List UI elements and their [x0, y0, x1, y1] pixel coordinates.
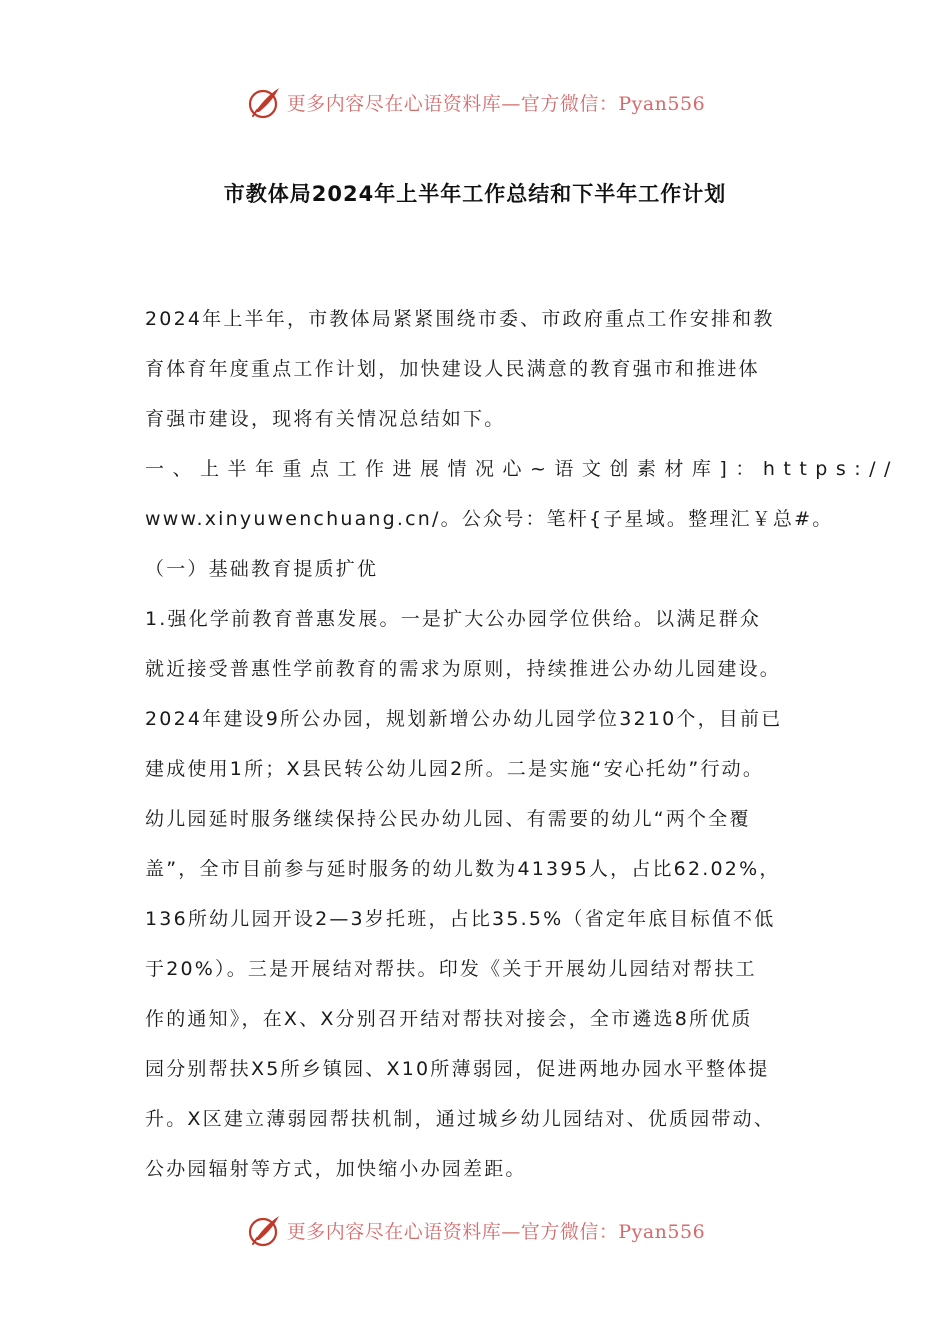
body-line: 136所幼儿园开设2—3岁托班，占比35.5%（省定年底目标值不低 [145, 908, 776, 930]
watermark-main: 更多内容尽在心语资料库 [286, 92, 502, 115]
body-line: 盖”，全市目前参与延时服务的幼儿数为41395人，占比62.02%， [145, 858, 781, 880]
quill-logo-icon [245, 1210, 285, 1250]
watermark-text [287, 1217, 705, 1244]
watermark-dash: — [501, 1220, 521, 1243]
watermark-dash: — [501, 92, 521, 115]
watermark-text [287, 89, 705, 116]
document-title: 市教体局2024年上半年工作总结和下半年工作计划 [223, 182, 727, 206]
watermark-suffix: 官方微信： [520, 92, 619, 115]
section-heading: 一、上半年重点工作进展情况心~语文创素材库]：https:// [145, 458, 899, 480]
watermark-wechat: Pyan556 [618, 1220, 706, 1243]
body-line: 育体育年度重点工作计划，加快建设人民满意的教育强市和推进体 [145, 358, 760, 380]
watermark-suffix: 官方微信： [520, 1220, 619, 1243]
body-line: 幼儿园延时服务继续保持公民办幼儿园、有需要的幼儿“两个全覆 [145, 808, 751, 830]
document-body [145, 294, 899, 1194]
watermark-wechat: Pyan556 [618, 92, 706, 115]
body-line: 就近接受普惠性学前教育的需求为原则，持续推进公办幼儿园建设。 [145, 658, 782, 680]
body-line: 2024年上半年，市教体局紧紧围绕市委、市政府重点工作安排和教 [145, 308, 775, 330]
watermark-banner-bottom [0, 1210, 950, 1250]
body-line: 1.强化学前教育普惠发展。一是扩大公办园学位供给。以满足群众 [145, 608, 762, 630]
body-line: 2024年建设9所公办园，规划新增公办幼儿园学位3210个，目前已 [145, 708, 783, 730]
body-line: 园分别帮扶X5所乡镇园、X10所薄弱园，促进两地办园水平整体提 [145, 1058, 770, 1080]
body-line: 升。X区建立薄弱园帮扶机制，通过城乡幼儿园结对、优质园带动、 [145, 1108, 776, 1130]
body-line: 育强市建设，现将有关情况总结如下。 [145, 408, 506, 430]
body-line: 公办园辐射等方式，加快缩小办园差距。 [145, 1158, 527, 1180]
body-line: www.xinyuwenchuang.cn/。公众号：笔杆{子星域。整理汇￥总#。 [145, 508, 834, 530]
body-line: 于20%）。三是开展结对帮扶。印发《关于开展幼儿园结对帮扶工 [145, 958, 757, 980]
watermark-main: 更多内容尽在心语资料库 [286, 1220, 502, 1243]
body-line: 建成使用1所；X县民转公幼儿园2所。二是实施“安心托幼”行动。 [145, 758, 765, 780]
watermark-banner-top [0, 82, 950, 122]
body-line: 作的通知》，在X、X分别召开结对帮扶对接会，全市遴选8所优质 [145, 1008, 753, 1030]
subsection-heading: （一）基础教育提质扩优 [145, 558, 379, 580]
quill-logo-icon [245, 82, 285, 122]
